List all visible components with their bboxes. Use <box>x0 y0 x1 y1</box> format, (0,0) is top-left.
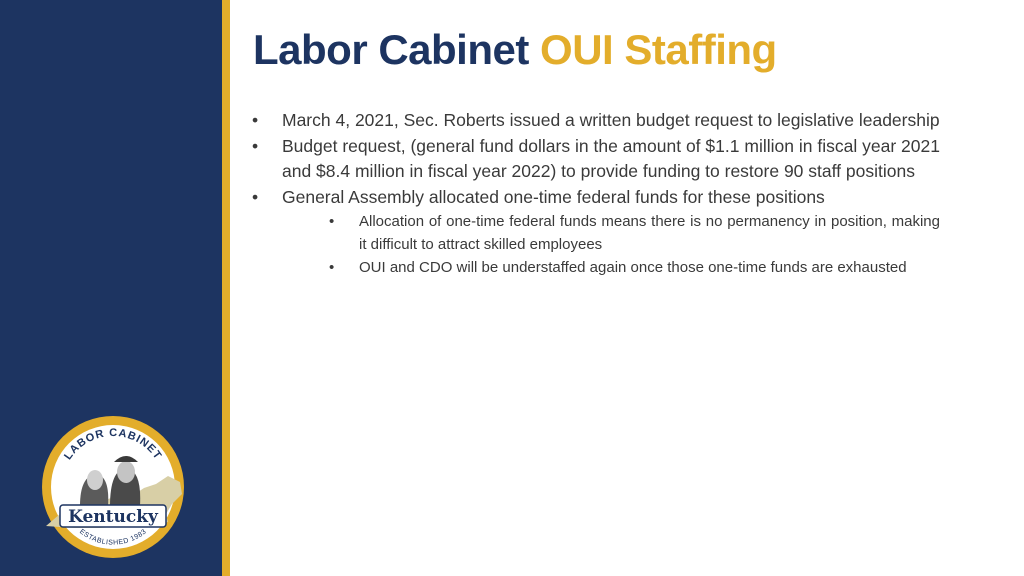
slide-title <box>253 26 777 74</box>
bullet-text: March 4, 2021, Sec. Roberts issued a written budget request to legislative leadership <box>282 110 940 130</box>
bullet-marker: • <box>252 186 259 207</box>
bullet-marker: • <box>252 135 259 156</box>
bullet-item <box>252 134 940 185</box>
sub-bullet-text: OUI and CDO will be understaffed again once those one-time funds are exhausted <box>359 259 907 276</box>
bullet-marker: • <box>252 110 259 130</box>
labor-cabinet-seal-logo <box>40 414 186 560</box>
sub-bullet-item <box>329 256 940 279</box>
seal-top-text: LABOR CABINET <box>62 426 164 463</box>
sub-bullet-text: Allocation of one-time federal funds means there is no permanency in position, making it difficult to attract skilled employees <box>359 213 940 253</box>
sub-bullet-marker: • <box>329 213 335 230</box>
seal-name-text: Kentucky <box>68 507 158 527</box>
title-part-2: OUI Staffing <box>540 26 777 73</box>
title-part-1: Labor Cabinet <box>253 26 529 73</box>
bullet-text: Budget request, (general fund dollars in the amount of $1.1 million in fiscal year 2021 and $8.4 million in fiscal year 2022) to provide funding to restore 90 staff positions <box>282 135 940 181</box>
sidebar-gold-stripe <box>222 0 230 576</box>
bullet-list <box>252 108 940 279</box>
sub-bullet-item <box>329 210 940 256</box>
seal-bottom-text: ESTABLISHED 1983 <box>77 528 149 547</box>
bullet-item <box>252 185 940 211</box>
sub-bullet-marker: • <box>329 259 335 276</box>
bullet-text: General Assembly allocated one-time federal funds for these positions <box>282 186 825 207</box>
bullet-item <box>252 108 940 134</box>
